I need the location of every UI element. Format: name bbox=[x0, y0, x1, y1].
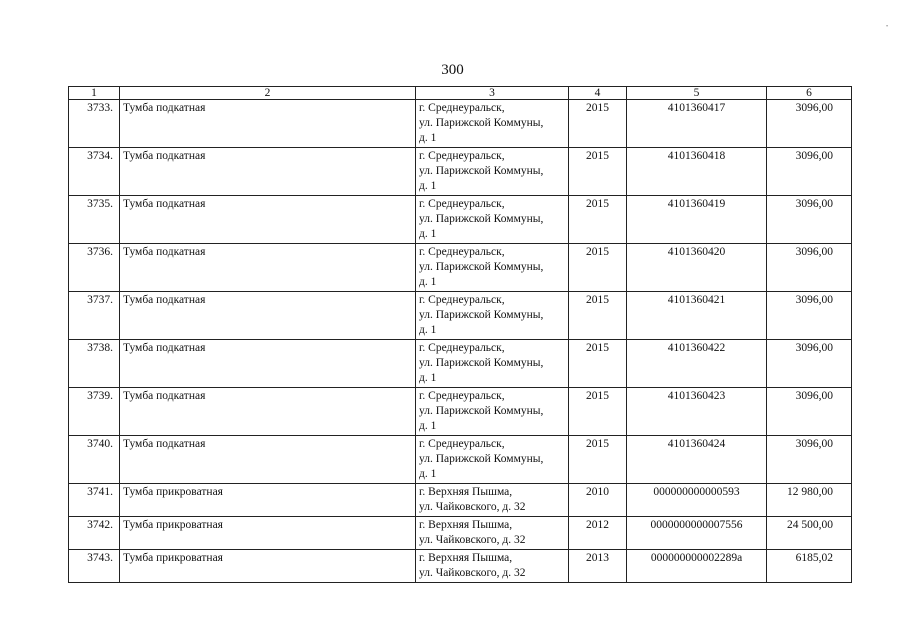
table-row bbox=[69, 196, 852, 244]
table-row bbox=[69, 484, 852, 517]
inventory-number: 4101360418 bbox=[627, 148, 767, 196]
address-line: ул. Чайковского, д. 32 bbox=[419, 534, 526, 546]
inventory-number: 000000000000593 bbox=[627, 484, 767, 517]
address-line: г. Верхняя Пышма, bbox=[419, 519, 513, 531]
row-number: 3736. bbox=[69, 244, 120, 292]
row-number: 3738. bbox=[69, 340, 120, 388]
item-name: Тумба подкатная bbox=[120, 388, 416, 436]
item-address bbox=[416, 148, 569, 196]
item-cost: 3096,00 bbox=[767, 388, 852, 436]
row-number: 3733. bbox=[69, 100, 120, 148]
address-line: г. Среднеуральск, bbox=[419, 198, 505, 210]
item-cost: 3096,00 bbox=[767, 100, 852, 148]
item-year: 2015 bbox=[569, 436, 627, 484]
table-row bbox=[69, 388, 852, 436]
item-cost: 3096,00 bbox=[767, 148, 852, 196]
address-line: ул. Парижской Коммуны, bbox=[419, 213, 544, 225]
scan-speck: • bbox=[886, 24, 889, 30]
inventory-number: 0000000000007556 bbox=[627, 517, 767, 550]
item-cost: 24 500,00 bbox=[767, 517, 852, 550]
item-year: 2013 bbox=[569, 550, 627, 583]
address-line: ул. Парижской Коммуны, bbox=[419, 309, 544, 321]
inventory-number: 4101360420 bbox=[627, 244, 767, 292]
item-name: Тумба прикроватная bbox=[120, 517, 416, 550]
item-address bbox=[416, 484, 569, 517]
address-line: ул. Чайковского, д. 32 bbox=[419, 501, 526, 513]
address-line: д. 1 bbox=[419, 324, 437, 336]
row-number: 3741. bbox=[69, 484, 120, 517]
item-name: Тумба прикроватная bbox=[120, 550, 416, 583]
item-year: 2012 bbox=[569, 517, 627, 550]
column-header: 4 bbox=[569, 87, 627, 100]
address-line: ул. Парижской Коммуны, bbox=[419, 261, 544, 273]
item-year: 2015 bbox=[569, 388, 627, 436]
item-address bbox=[416, 436, 569, 484]
inventory-number: 4101360422 bbox=[627, 340, 767, 388]
table-row bbox=[69, 550, 852, 583]
address-line: ул. Парижской Коммуны, bbox=[419, 165, 544, 177]
address-line: г. Верхняя Пышма, bbox=[419, 486, 513, 498]
item-year: 2010 bbox=[569, 484, 627, 517]
address-line: г. Среднеуральск, bbox=[419, 102, 505, 114]
row-number: 3734. bbox=[69, 148, 120, 196]
column-header: 5 bbox=[627, 87, 767, 100]
address-line: г. Среднеуральск, bbox=[419, 342, 505, 354]
address-line: д. 1 bbox=[419, 228, 437, 240]
item-year: 2015 bbox=[569, 100, 627, 148]
row-number: 3737. bbox=[69, 292, 120, 340]
item-address bbox=[416, 340, 569, 388]
address-line: ул. Парижской Коммуны, bbox=[419, 117, 544, 129]
column-header: 1 bbox=[69, 87, 120, 100]
address-line: д. 1 bbox=[419, 132, 437, 144]
inventory-number: 4101360417 bbox=[627, 100, 767, 148]
item-year: 2015 bbox=[569, 244, 627, 292]
item-name: Тумба прикроватная bbox=[120, 484, 416, 517]
inventory-number: 4101360423 bbox=[627, 388, 767, 436]
table-row bbox=[69, 517, 852, 550]
item-address bbox=[416, 388, 569, 436]
address-line: ул. Чайковского, д. 32 bbox=[419, 567, 526, 579]
table-row bbox=[69, 292, 852, 340]
address-line: г. Среднеуральск, bbox=[419, 390, 505, 402]
address-line: г. Среднеуральск, bbox=[419, 246, 505, 258]
table-row bbox=[69, 244, 852, 292]
table-row bbox=[69, 148, 852, 196]
item-name: Тумба подкатная bbox=[120, 196, 416, 244]
table-row bbox=[69, 100, 852, 148]
column-header: 6 bbox=[767, 87, 852, 100]
table-row bbox=[69, 436, 852, 484]
item-address bbox=[416, 517, 569, 550]
address-line: г. Среднеуральск, bbox=[419, 438, 505, 450]
item-year: 2015 bbox=[569, 340, 627, 388]
item-year: 2015 bbox=[569, 196, 627, 244]
address-line: ул. Парижской Коммуны, bbox=[419, 405, 544, 417]
item-name: Тумба подкатная bbox=[120, 100, 416, 148]
item-name: Тумба подкатная bbox=[120, 436, 416, 484]
inventory-table bbox=[68, 86, 852, 583]
item-address bbox=[416, 292, 569, 340]
item-address bbox=[416, 244, 569, 292]
address-line: г. Верхняя Пышма, bbox=[419, 552, 513, 564]
item-name: Тумба подкатная bbox=[120, 148, 416, 196]
item-year: 2015 bbox=[569, 292, 627, 340]
item-cost: 6185,02 bbox=[767, 550, 852, 583]
item-cost: 3096,00 bbox=[767, 196, 852, 244]
column-header: 2 bbox=[120, 87, 416, 100]
item-name: Тумба подкатная bbox=[120, 340, 416, 388]
address-line: г. Среднеуральск, bbox=[419, 150, 505, 162]
address-line: д. 1 bbox=[419, 468, 437, 480]
inventory-number: 4101360419 bbox=[627, 196, 767, 244]
table-row bbox=[69, 340, 852, 388]
address-line: д. 1 bbox=[419, 276, 437, 288]
item-cost: 3096,00 bbox=[767, 244, 852, 292]
inventory-number: 4101360421 bbox=[627, 292, 767, 340]
item-year: 2015 bbox=[569, 148, 627, 196]
item-name: Тумба подкатная bbox=[120, 244, 416, 292]
address-line: г. Среднеуральск, bbox=[419, 294, 505, 306]
item-address bbox=[416, 196, 569, 244]
row-number: 3739. bbox=[69, 388, 120, 436]
item-name: Тумба подкатная bbox=[120, 292, 416, 340]
item-cost: 3096,00 bbox=[767, 436, 852, 484]
row-number: 3743. bbox=[69, 550, 120, 583]
item-address bbox=[416, 100, 569, 148]
address-line: д. 1 bbox=[419, 180, 437, 192]
item-cost: 3096,00 bbox=[767, 340, 852, 388]
address-line: ул. Парижской Коммуны, bbox=[419, 453, 544, 465]
inventory-number: 000000000002289а bbox=[627, 550, 767, 583]
table-header-row bbox=[69, 87, 852, 100]
column-header: 3 bbox=[416, 87, 569, 100]
address-line: д. 1 bbox=[419, 372, 437, 384]
row-number: 3740. bbox=[69, 436, 120, 484]
table-body bbox=[69, 100, 852, 583]
item-cost: 3096,00 bbox=[767, 292, 852, 340]
item-cost: 12 980,00 bbox=[767, 484, 852, 517]
inventory-number: 4101360424 bbox=[627, 436, 767, 484]
address-line: ул. Парижской Коммуны, bbox=[419, 357, 544, 369]
item-address bbox=[416, 550, 569, 583]
page-number: 300 bbox=[441, 62, 464, 78]
row-number: 3742. bbox=[69, 517, 120, 550]
row-number: 3735. bbox=[69, 196, 120, 244]
address-line: д. 1 bbox=[419, 420, 437, 432]
